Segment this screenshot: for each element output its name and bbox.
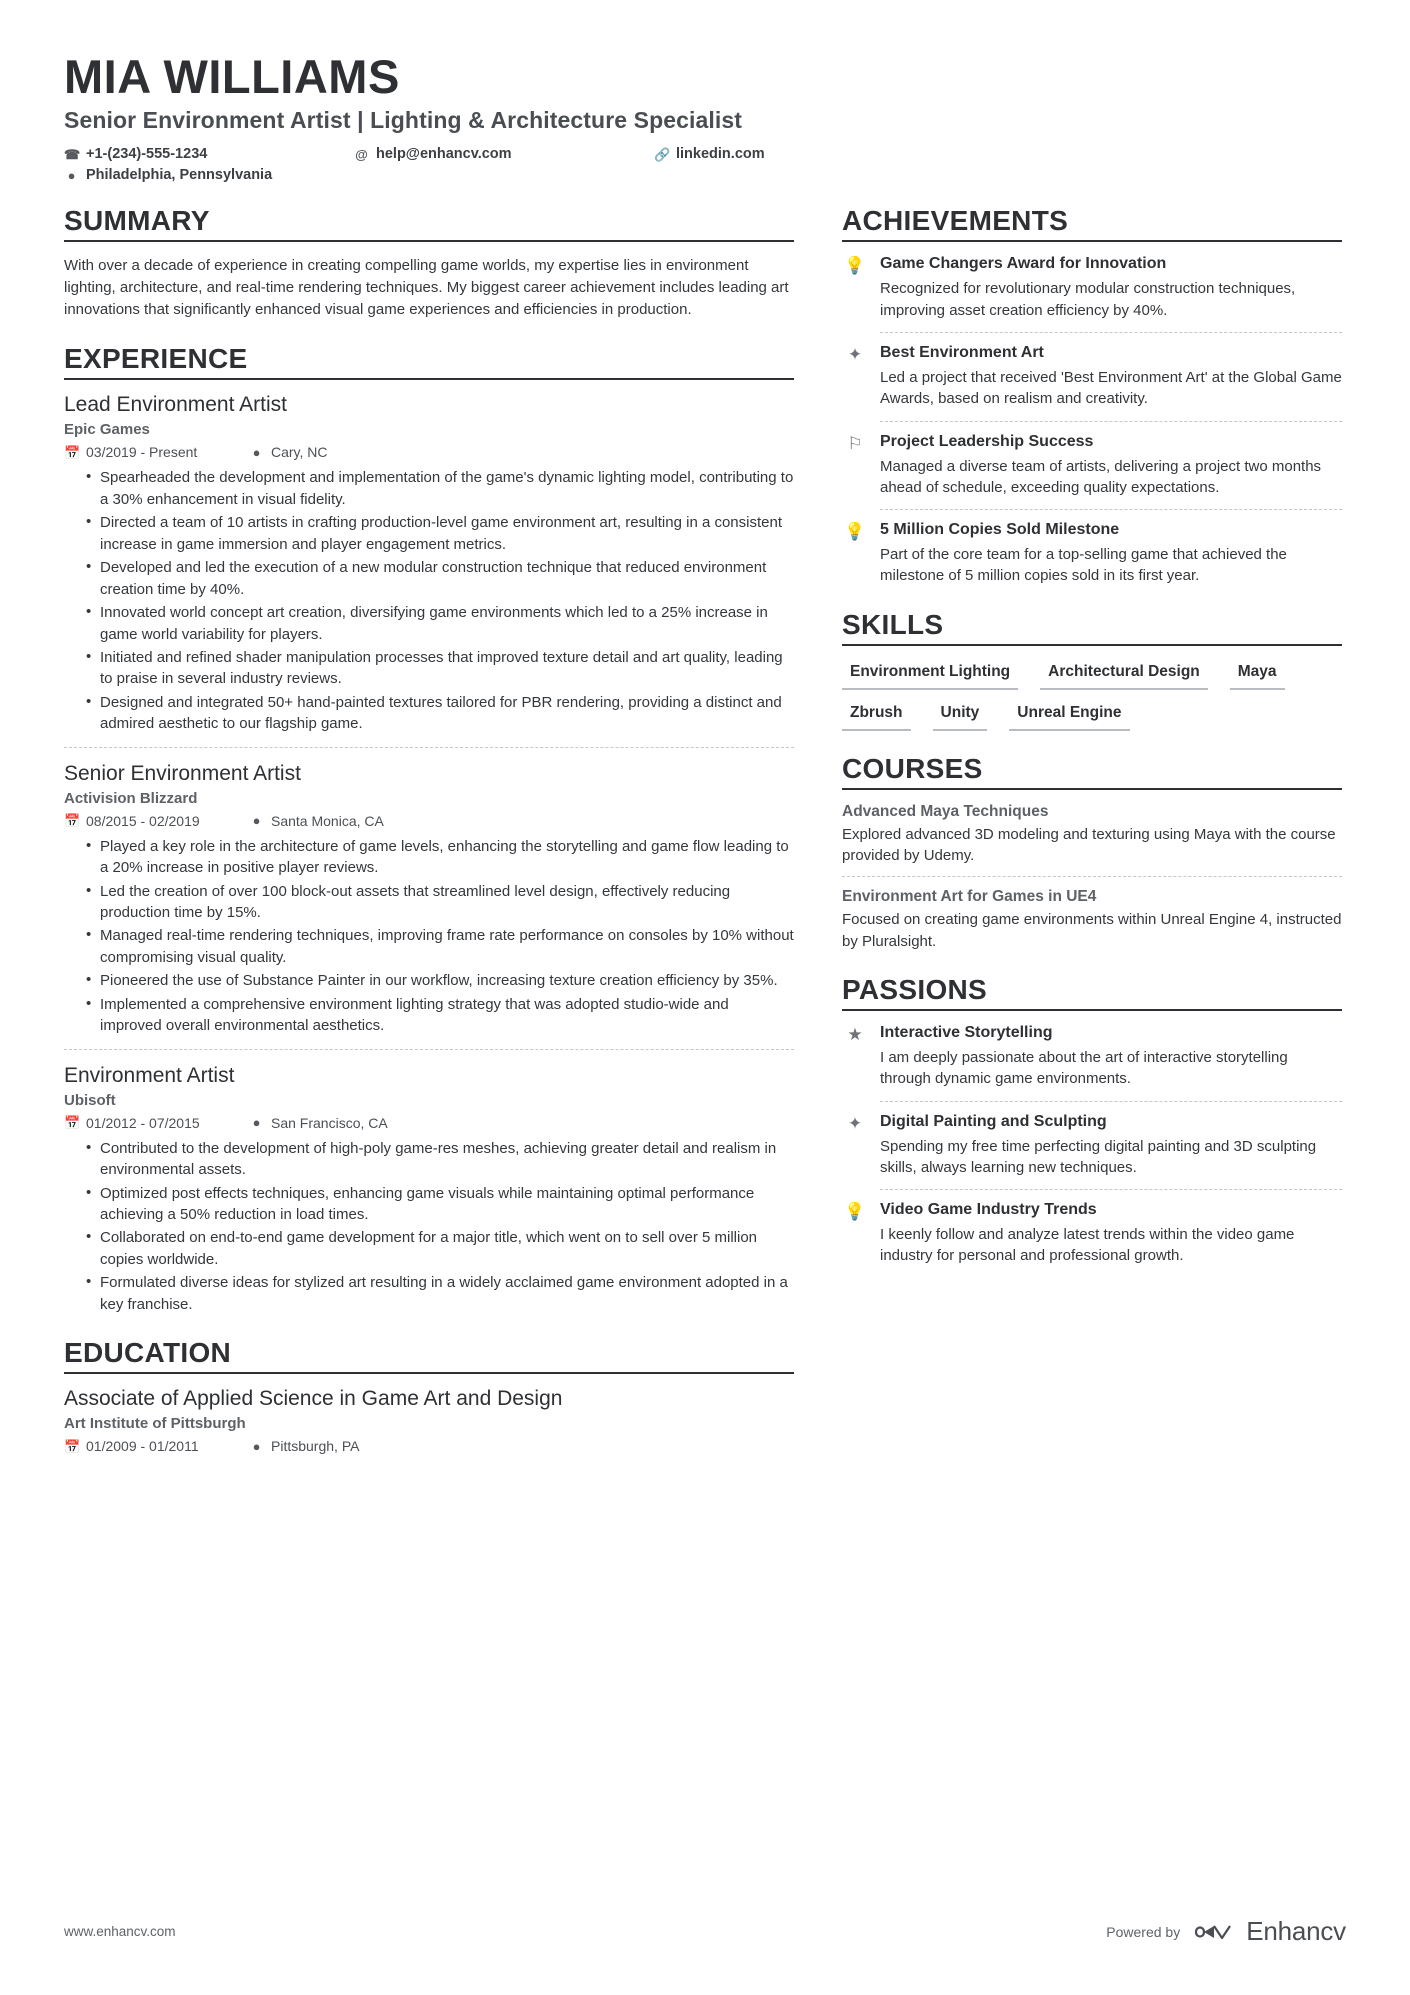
email-icon: @: [355, 146, 368, 162]
courses-rule: [842, 788, 1342, 790]
experience-entry: [64, 762, 794, 1037]
list-item: • Innovated world concept art creation, diversifying game environments which led to a 25% increase in game world variability for players.: [86, 602, 794, 645]
contact-email-text: help@enhancv.com: [376, 146, 512, 163]
list-item: • Directed a team of 10 artists in crafting production-level game environment art, resulting in a consistent increase in game immersion and player engagement metrics.: [86, 512, 794, 555]
course-desc: Explored advanced 3D modeling and texturing using Maya with the course provided by Udemy.: [842, 825, 1336, 865]
contact-location-text: Philadelphia, Pennsylvania: [86, 167, 273, 184]
skill-chip: Architectural Design: [1040, 659, 1208, 690]
divider: [64, 747, 794, 748]
job-location: [249, 813, 384, 829]
achievement-desc: Managed a diverse team of artists, delivering a project two months ahead of schedule, exceeding quality expectations.: [880, 457, 1322, 496]
course-desc: Focused on creating game environments within Unreal Engine 4, instructed by Pluralsight.: [842, 911, 1342, 950]
section-experience: [64, 343, 794, 1315]
passion-item: [842, 1024, 1342, 1090]
education-dates: [64, 1438, 249, 1454]
education-dates-text: 01/2009 - 01/2011: [86, 1438, 199, 1455]
summary-heading: SUMMARY: [64, 205, 210, 237]
education-heading: EDUCATION: [64, 1337, 232, 1369]
divider: [880, 421, 1342, 422]
contact-phone-text: +1-(234)-555-1234: [86, 146, 208, 163]
section-courses: [842, 753, 1342, 952]
passion-item: [842, 1113, 1342, 1179]
list-item: • Played a key role in the architecture of game levels, enhancing the storytelling and game flow leading to a 20% increase in positive player reviews.: [86, 836, 794, 879]
list-item: • Contributed to the development of high-poly game-res meshes, achieving greater detail and realism in environmental assets.: [86, 1138, 794, 1181]
calendar-icon: 📅: [64, 1115, 81, 1131]
calendar-icon: 📅: [64, 1438, 81, 1454]
link-icon: 🔗: [654, 146, 671, 162]
experience-rule: [64, 378, 794, 380]
courses-heading: COURSES: [842, 752, 983, 784]
course-item: [842, 803, 1342, 867]
job-dates-text: 01/2012 - 07/2015: [86, 1114, 200, 1131]
skills-rule: [842, 644, 1342, 646]
course-title: Advanced Maya Techniques: [842, 802, 1049, 820]
achievement-item: [842, 344, 1342, 410]
magic-wand-icon: ✦: [847, 344, 863, 364]
list-item: • Collaborated on end-to-end game development for a major title, which went on to sell over 5 million copies worldwide.: [86, 1227, 794, 1270]
contact-row-1: [64, 146, 1346, 162]
contact-email[interactable]: [354, 146, 654, 162]
achievement-title: Game Changers Award for Innovation: [880, 255, 1167, 273]
job-dates-text: 08/2015 - 02/2019: [86, 812, 200, 829]
divider: [842, 876, 1342, 877]
education-school: Art Institute of Pittsburgh: [64, 1415, 246, 1433]
job-location: [249, 1115, 388, 1131]
achievement-title: Project Leadership Success: [880, 432, 1094, 450]
list-item: • Initiated and refined shader manipulation processes that improved texture detail and art quality, leading to praise in several industry reviews.: [86, 647, 794, 690]
passions-rule: [842, 1009, 1342, 1011]
calendar-icon: 📅: [64, 813, 81, 829]
divider: [880, 1189, 1342, 1190]
achievements-heading: ACHIEVEMENTS: [842, 205, 1069, 237]
skill-chip: Maya: [1230, 659, 1285, 690]
section-skills: [842, 609, 1342, 731]
achievements-rule: [842, 240, 1342, 242]
experience-entry: [64, 1064, 794, 1316]
infinity-logo-icon: [1192, 1919, 1238, 1945]
passion-title: Digital Painting and Sculpting: [880, 1112, 1107, 1130]
education-location-text: Pittsburgh, PA: [271, 1438, 360, 1455]
page-title: MIA WILLIAMS: [64, 50, 400, 103]
skill-chip: Unity: [933, 700, 988, 731]
job-title: Lead Environment Artist: [64, 393, 287, 417]
list-item: • Led the creation of over 100 block-out assets that streamlined level design, effectively reducing production time by 15%.: [86, 881, 794, 924]
contact-location: [64, 167, 354, 183]
experience-heading: EXPERIENCE: [64, 343, 248, 375]
enhancv-logo: [1192, 1916, 1346, 1947]
page-footer: [64, 1916, 1346, 1947]
job-dates: [64, 1115, 249, 1131]
list-item: • Spearheaded the development and implementation of the game's dynamic lighting model, contributing to a 30% enhancement in visual fidelity.: [86, 467, 794, 510]
achievement-desc: Led a project that received 'Best Environment Art' at the Global Game Awards, based on realism and creativity.: [880, 368, 1342, 408]
location-pin-icon: ●: [252, 444, 261, 460]
list-item: • Developed and led the execution of a new modular construction technique that reduced environment creation time by 40%.: [86, 557, 794, 600]
course-title: Environment Art for Games in UE4: [842, 888, 1097, 906]
job-meta: [64, 813, 794, 829]
list-item: • Designed and integrated 50+ hand-painted textures tailored for PBR rendering, providing a distinct and admired aesthetic to our flagship game.: [86, 692, 794, 735]
award-badge-icon: ★: [847, 1024, 863, 1044]
job-company: Epic Games: [64, 421, 150, 439]
contact-row-2: [64, 167, 1346, 183]
passion-desc: I am deeply passionate about the art of interactive storytelling through dynamic game environments.: [880, 1048, 1288, 1088]
list-item: • Pioneered the use of Substance Painter in our workflow, increasing texture creation efficiency by 35%.: [86, 970, 794, 991]
headline: Senior Environment Artist | Lighting & Architecture Specialist: [64, 107, 743, 134]
summary-rule: [64, 240, 794, 242]
section-summary: [64, 205, 794, 321]
phone-icon: ☎: [64, 146, 81, 162]
passion-title: Video Game Industry Trends: [880, 1201, 1097, 1219]
achievement-item: [842, 433, 1342, 499]
skill-chip: Zbrush: [842, 700, 911, 731]
job-location-text: Santa Monica, CA: [271, 812, 384, 829]
lightbulb-icon: 💡: [844, 522, 866, 542]
lightbulb-idea-icon: 💡: [844, 256, 866, 276]
job-company: Activision Blizzard: [64, 789, 198, 807]
achievement-title: 5 Million Copies Sold Milestone: [880, 521, 1120, 539]
location-pin-icon: ●: [252, 1115, 261, 1131]
skills-list: [842, 659, 1342, 731]
achievement-item: [842, 255, 1342, 321]
contact-linkedin[interactable]: [654, 146, 914, 162]
lightbulb-icon: 💡: [844, 1202, 866, 1222]
job-dates: [64, 444, 249, 460]
job-location-text: Cary, NC: [271, 444, 328, 461]
job-title: Environment Artist: [64, 1063, 235, 1087]
section-passions: [842, 974, 1342, 1267]
job-meta: [64, 444, 794, 460]
location-pin-icon: ●: [252, 1438, 261, 1454]
job-dates-text: 03/2019 - Present: [86, 444, 198, 461]
paintbrush-icon: ✦: [847, 1113, 863, 1133]
flag-icon: ⚐: [847, 433, 863, 453]
left-column: [64, 205, 794, 1476]
summary-text: With over a decade of experience in creating compelling game worlds, my expertise lies in environment lighting, architecture, and real-time rendering techniques. My biggest career achievement includes leading art innovations that significantly enhanced visual game experiences and efficiencies in production.: [64, 257, 789, 319]
education-degree: Associate of Applied Science in Game Art and Design: [64, 1387, 563, 1411]
list-item: • Implemented a comprehensive environment lighting strategy that was adopted studio-wide and improved overall environmental aesthetics.: [86, 994, 794, 1037]
list-item: • Formulated diverse ideas for stylized art resulting in a widely acclaimed game environment adopted in a key franchise.: [86, 1272, 794, 1315]
job-bullets: [64, 467, 794, 734]
footer-url[interactable]: www.enhancv.com: [64, 1924, 176, 1939]
passion-title: Interactive Storytelling: [880, 1023, 1053, 1041]
skill-chip: Environment Lighting: [842, 659, 1018, 690]
job-meta: [64, 1115, 794, 1131]
job-dates: [64, 813, 249, 829]
right-column: [842, 205, 1342, 1476]
passion-desc: Spending my free time perfecting digital painting and 3D sculpting skills, always learning new techniques.: [880, 1137, 1317, 1176]
location-pin-icon: ●: [252, 813, 261, 829]
job-location-text: San Francisco, CA: [271, 1114, 388, 1131]
divider: [880, 509, 1342, 510]
achievement-desc: Recognized for revolutionary modular construction techniques, improving asset creation efficiency by 40%.: [880, 280, 1296, 319]
location-pin-icon: ●: [67, 167, 76, 183]
education-entry: [64, 1387, 794, 1454]
footer-brand-area: [1106, 1916, 1346, 1947]
education-rule: [64, 1372, 794, 1374]
calendar-icon: 📅: [64, 444, 81, 460]
section-achievements: [842, 205, 1342, 586]
skills-heading: SKILLS: [842, 608, 944, 640]
education-meta: [64, 1438, 794, 1454]
job-bullets: [64, 836, 794, 1037]
passion-item: [842, 1201, 1342, 1267]
list-item: • Optimized post effects techniques, enhancing game visuals while maintaining optimal performance achieving a 50% reduction in load times.: [86, 1183, 794, 1226]
brand-name: Enhancv: [1246, 1916, 1346, 1946]
job-bullets: [64, 1138, 794, 1316]
passions-heading: PASSIONS: [842, 973, 988, 1005]
skill-chip: Unreal Engine: [1009, 700, 1129, 731]
section-education: [64, 1337, 794, 1454]
experience-entry: [64, 393, 794, 734]
education-location: [249, 1438, 359, 1454]
contact-phone: [64, 146, 354, 162]
job-title: Senior Environment Artist: [64, 761, 301, 785]
passion-desc: I keenly follow and analyze latest trends within the video game industry for personal and professional growth.: [880, 1226, 1295, 1265]
course-item: [842, 888, 1342, 952]
divider: [64, 1049, 794, 1050]
job-company: Ubisoft: [64, 1091, 116, 1109]
divider: [880, 1101, 1342, 1102]
powered-by-label: Powered by: [1106, 1923, 1181, 1940]
job-location: [249, 444, 328, 460]
resume-header: [64, 52, 1346, 183]
achievement-item: [842, 521, 1342, 587]
divider: [880, 332, 1342, 333]
list-item: • Managed real-time rendering techniques, improving frame rate performance on consoles by 10% without compromising visual quality.: [86, 925, 794, 968]
achievement-title: Best Environment Art: [880, 343, 1044, 361]
achievement-desc: Part of the core team for a top-selling game that achieved the milestone of 5 million copies sold in its first year.: [880, 546, 1287, 585]
contact-linkedin-text: linkedin.com: [676, 146, 765, 163]
